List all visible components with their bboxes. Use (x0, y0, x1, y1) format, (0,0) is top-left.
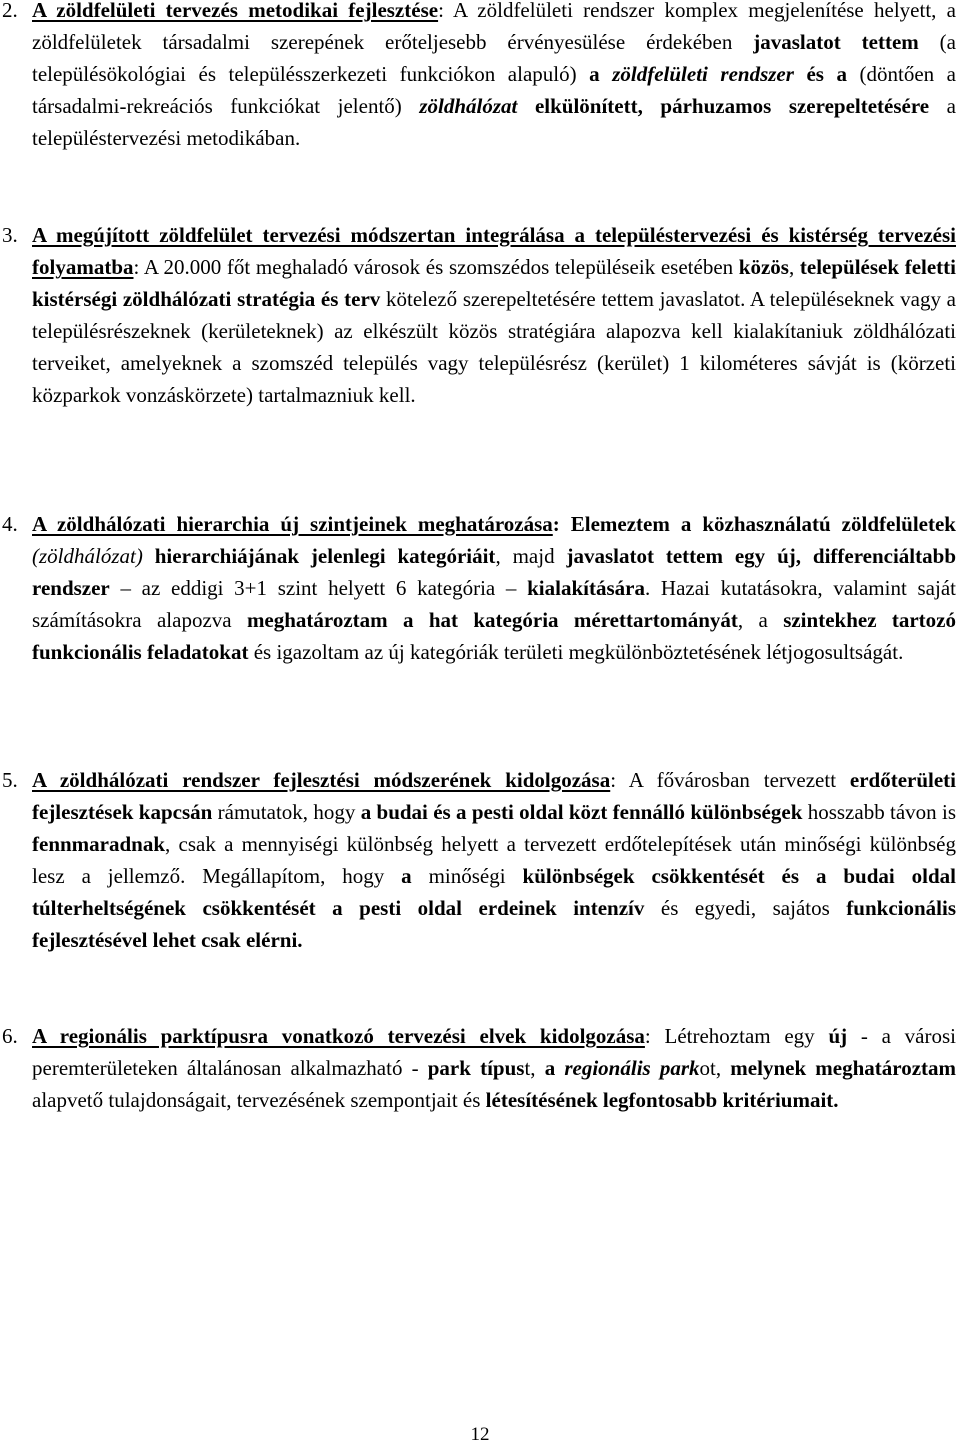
text-segment: A zöldhálózati rendszer fejlesztési módszerének kidolgozása (32, 768, 611, 792)
text-segment: javaslatot tettem egy új, differenciáltabb rendszer (32, 544, 956, 601)
item-text (32, 1024, 956, 1112)
text-segment: (a településökológiai és településszerkezeti funkciókon alapuló) (32, 30, 956, 87)
item-number: 2. (2, 0, 18, 22)
text-segment: A regionális parktípusra vonatkozó tervezési elvek kidolgozása (32, 1024, 645, 1048)
text-segment: minőségi (411, 864, 523, 889)
text-segment: közös (738, 255, 789, 280)
item-number: 4. (2, 512, 18, 536)
text-segment: hosszabb távon is (802, 800, 957, 825)
text-segment: regionális park (564, 1056, 700, 1081)
text-segment: javaslatot tettem (753, 30, 919, 55)
thesis-item-4 (2, 508, 956, 668)
text-segment: - a városi peremterületeken általánosan alkalmazható - (32, 1024, 957, 1081)
text-segment: hierarchiájának jelenlegi kategóriáit (142, 544, 496, 569)
text-segment: elkülönített, párhuzamos szerepeltetésére (517, 94, 930, 119)
text-segment: a településtervezési metodikában. (32, 94, 956, 151)
text-segment: a budai és a pesti oldal közt fennálló különbségek (360, 800, 803, 825)
text-segment: : Elemeztem a közhasználatú zöldfelületek (552, 512, 956, 536)
text-segment: A zöldfelületi tervezés metodikai fejlesztése (32, 0, 439, 22)
text-segment: A megújított zöldfelület tervezési módszertan integrálása a településtervezési és kistérség tervezési folyamatba (32, 223, 956, 280)
text-segment: különbségek csökkentését és a budai oldal túlterheltségének csökkentését a pesti oldal erdeinek intenzív (32, 864, 957, 921)
text-segment: (zöldhálózat) (32, 544, 143, 569)
text-segment: települések feletti kistérségi zöldhálózati stratégia és terv (32, 255, 956, 312)
text-segment: és egyedi, sajátos (644, 896, 847, 921)
text-segment: a (589, 62, 613, 87)
item-text (32, 768, 956, 952)
text-segment: park típus (427, 1056, 525, 1081)
text-segment: melynek meghatároztam (730, 1056, 957, 1081)
text-segment: a (401, 864, 412, 889)
item-text (32, 0, 956, 150)
text-segment: ot, (699, 1056, 731, 1081)
thesis-item-6 (2, 1020, 957, 1116)
text-segment: (döntően a társadalmi-rekreációs funkciókat jelentő) (32, 62, 957, 119)
thesis-item-2 (2, 0, 957, 154)
item-number: 6. (2, 1024, 18, 1048)
text-segment: funkcionális fejlesztésével lehet csak elérni. (32, 896, 957, 953)
text-segment: – az eddigi 3+1 szint helyett 6 kategória – (109, 576, 528, 601)
text-segment: zöldhálózat (419, 94, 518, 119)
text-segment: alapvető tulajdonságait, tervezésének szempontjait és (32, 1088, 486, 1113)
text-segment: fennmaradnak (32, 832, 166, 857)
page-number: 12 (470, 1424, 490, 1445)
text-segment: : A zöldfelületi rendszer komplex megjelenítése helyett, a zöldfelületek társadalmi szerepének erőteljesebb érvényesülése érdekében (32, 0, 956, 55)
text-segment: a (544, 1056, 565, 1081)
text-segment: kötelező szerepeltetésére tettem javaslatot. A településeknek vagy a településrészeknek (kerületeknek) az elkészült közös stratégiára alapozva kell kialakítaniuk zöldhálózati terveiket, amelyeknek a szomszéd település vagy településrész (kerület) 1 kilométeres sávját is (körzeti közparkok vonzáskörzete) tartalmazniuk kell. (32, 287, 956, 408)
text-segment: új (828, 1024, 848, 1048)
text-segment: : Létrehoztam egy (644, 1024, 829, 1048)
thesis-item-3 (2, 219, 956, 412)
text-segment: , majd (495, 544, 567, 569)
thesis-item-5 (2, 764, 957, 957)
text-segment: és a (793, 62, 847, 87)
text-segment: létesítésének legfontosabb kritériumait. (485, 1088, 839, 1113)
item-number: 3. (2, 223, 18, 247)
text-segment: , a (737, 608, 784, 633)
text-segment: és igazoltam az új kategóriák területi megkülönböztetésének létjogosultságát. (248, 640, 904, 665)
text-segment: meghatároztam a hat kategória mérettartományát (246, 608, 738, 633)
item-text (32, 512, 956, 664)
text-segment: kialakítására (527, 576, 645, 601)
text-segment: rámutatok, hogy (212, 800, 361, 825)
item-text (32, 223, 956, 407)
text-segment: szintekhez tartozó funkcionális feladatokat (32, 608, 956, 665)
text-segment: , csak a mennyiségi különbség helyett a tervezett erdőtelepítések után minőségi különbség lesz a jellemző. Megállapítom, hogy (32, 832, 956, 889)
item-number: 5. (2, 768, 18, 792)
text-segment: . Hazai kutatásokra, valamint saját számításokra alapozva (32, 576, 956, 633)
text-segment: : A 20.000 főt meghaladó városok és szomszédos településeik esetében (133, 255, 739, 280)
text-segment: : A fővárosban tervezett (610, 768, 850, 792)
text-segment: t, (524, 1056, 545, 1081)
text-segment: A zöldhálózati hierarchia új szintjeinek meghatározása (32, 512, 553, 536)
text-segment: erdőterületi fejlesztések kapcsán (32, 768, 957, 825)
text-segment: , (788, 255, 800, 280)
text-segment: zöldfelületi rendszer (612, 62, 794, 87)
